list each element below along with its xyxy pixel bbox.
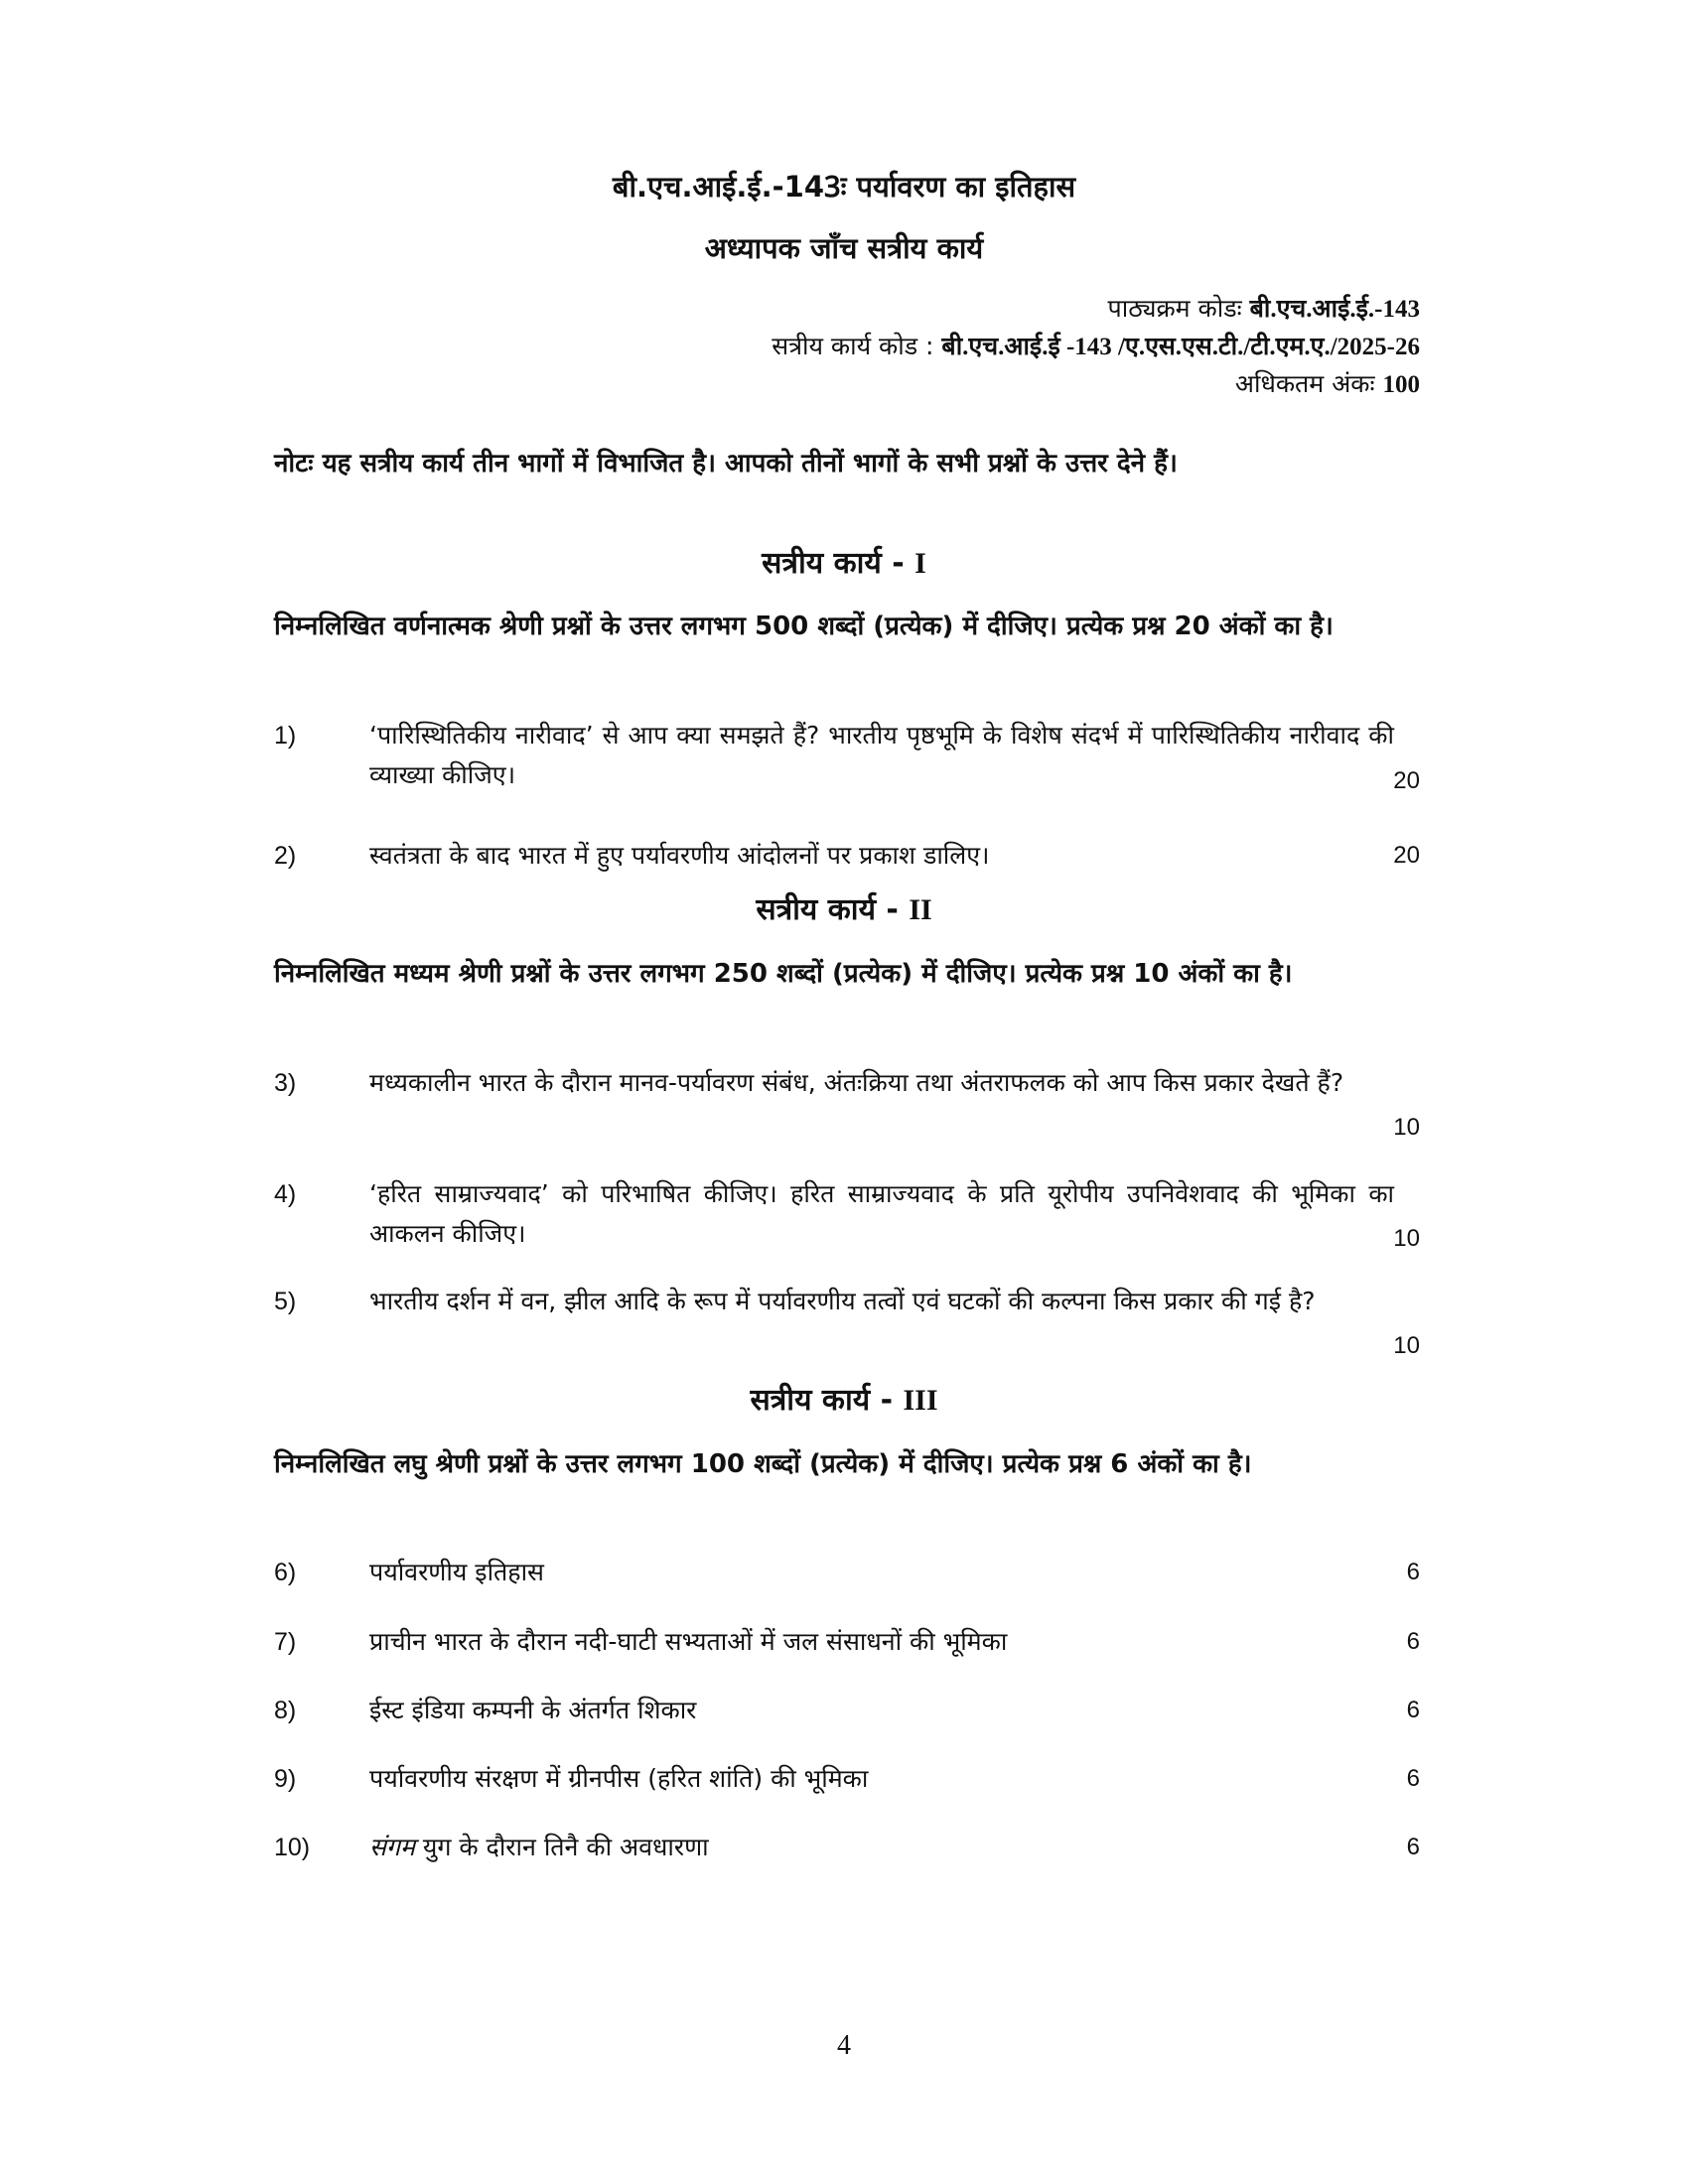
question-text: स्वतंत्रता के बाद भारत में हुए पर्यावरणीय आंदोलनों पर प्रकाश डालिए। — [369, 841, 990, 870]
question-number: 7) — [274, 1628, 297, 1656]
section-3-instruction: निम्नलिखित लघु श्रेणी प्रश्नों के उत्तर लगभग 100 शब्दों (प्रत्येक) में दीजिए। प्रत्येक प्रश्न 6 अंकों का है। — [274, 1449, 1252, 1479]
question-marks: 6 — [1406, 1697, 1420, 1723]
question-number: 6) — [274, 1559, 297, 1586]
question-number: 9) — [274, 1765, 297, 1793]
max-marks-label: अधिकतम अंकः — [1234, 369, 1375, 398]
question-marks: 10 — [1393, 1332, 1420, 1359]
question-text: ईस्ट इंडिया कम्पनी के अंतर्गत शिकार — [369, 1696, 697, 1724]
section-heading-1: सत्रीय कार्य - I — [762, 546, 926, 581]
assignment-code: बी.एच.आई.ई -143 /ए.एस.एस.टी./टी.एम.ए./2025-26 — [941, 334, 1420, 360]
question-number: 1) — [274, 722, 297, 750]
question-text: पर्यावरणीय संरक्षण में ग्रीनपीस (हरित शांति) की भूमिका — [369, 1764, 869, 1793]
question-text: मध्यकालीन भारत के दौरान मानव-पर्यावरण संबंध, अंतःक्रिया तथा अंतराफलक को आप किस प्रकार देखते हैं? — [369, 1068, 1344, 1097]
question-marks: 10 — [1393, 1114, 1420, 1141]
course-code-label: पाठ्यक्रम कोडः — [1107, 294, 1242, 323]
question-text-rest: युग के दौरान तिनै की अवधारणा — [414, 1833, 709, 1861]
section-2-instruction: निम्नलिखित मध्यम श्रेणी प्रश्नों के उत्तर लगभग 250 शब्दों (प्रत्येक) में दीजिए। प्रत्येक प्रश्न 10 अंकों का है। — [274, 959, 1293, 989]
question-marks: 6 — [1406, 1834, 1420, 1860]
question-text: प्राचीन भारत के दौरान नदी-घाटी सभ्यताओं में जल संसाधनों की भूमिका — [369, 1627, 1008, 1656]
instruction-note: नोटः यह सत्रीय कार्य तीन भागों में विभाजित है। आपको तीनों भागों के सभी प्रश्नों के उत्तर देने हैं। — [274, 449, 1178, 478]
question-number: 2) — [274, 842, 297, 870]
question-number: 4) — [274, 1180, 297, 1208]
question-marks: 10 — [1393, 1225, 1420, 1252]
question-text: ‘पारिस्थितिकीय नारीवाद’ से आप क्या समझते हैं? भारतीय पृष्ठभूमि के विशेष संदर्भ में पारिस्थितिकीय नारीवाद की व्याख्या कीजिए। — [369, 721, 1394, 789]
question-number: 3) — [274, 1069, 297, 1097]
question-text — [369, 1828, 1362, 1867]
assignment-code-line — [772, 329, 1420, 362]
question-text: ‘हरित साम्राज्यवाद’ को परिभाषित कीजिए। हरित साम्राज्यवाद के प्रति यूरोपीय उपनिवेशवाद की भूमिका का आकलन कीजिए। — [369, 1179, 1394, 1248]
assignment-code-label: सत्रीय कार्य कोड : — [772, 332, 934, 360]
document-title: बी.एच.आई.ई.-143ः पर्यावरण का इतिहास — [612, 170, 1076, 204]
course-code: बी.एच.आई.ई.-143 — [1249, 296, 1420, 323]
question-marks: 20 — [1393, 767, 1420, 794]
document-subtitle: अध्यापक जाँच सत्रीय कार्य — [704, 231, 984, 265]
question-term-italic: संगम — [369, 1833, 415, 1861]
question-marks: 6 — [1406, 1628, 1420, 1655]
question-number: 10) — [274, 1834, 311, 1861]
question-marks: 6 — [1406, 1765, 1420, 1792]
section-heading-3: सत्रीय कार्य - III — [750, 1383, 938, 1418]
question-marks: 20 — [1393, 842, 1420, 869]
question-text: पर्यावरणीय इतिहास — [369, 1558, 544, 1586]
max-marks-line — [1235, 366, 1420, 400]
page-number: 4 — [837, 2030, 851, 2061]
question-number: 5) — [274, 1288, 297, 1315]
course-code-line — [1108, 291, 1420, 325]
section-1-instruction: निम्नलिखित वर्णनात्मक श्रेणी प्रश्नों के उत्तर लगभग 500 शब्दों (प्रत्येक) में दीजिए। प्रत्येक प्रश्न 20 अंकों का है। — [274, 612, 1334, 641]
question-text: भारतीय दर्शन में वन, झील आदि के रूप में पर्यावरणीय तत्वों एवं घटकों की कल्पना किस प्रकार की गई है? — [369, 1287, 1316, 1315]
section-heading-2: सत्रीय कार्य - II — [756, 892, 932, 927]
question-number: 8) — [274, 1697, 297, 1724]
question-marks: 6 — [1406, 1559, 1420, 1585]
max-marks: 100 — [1382, 371, 1420, 398]
